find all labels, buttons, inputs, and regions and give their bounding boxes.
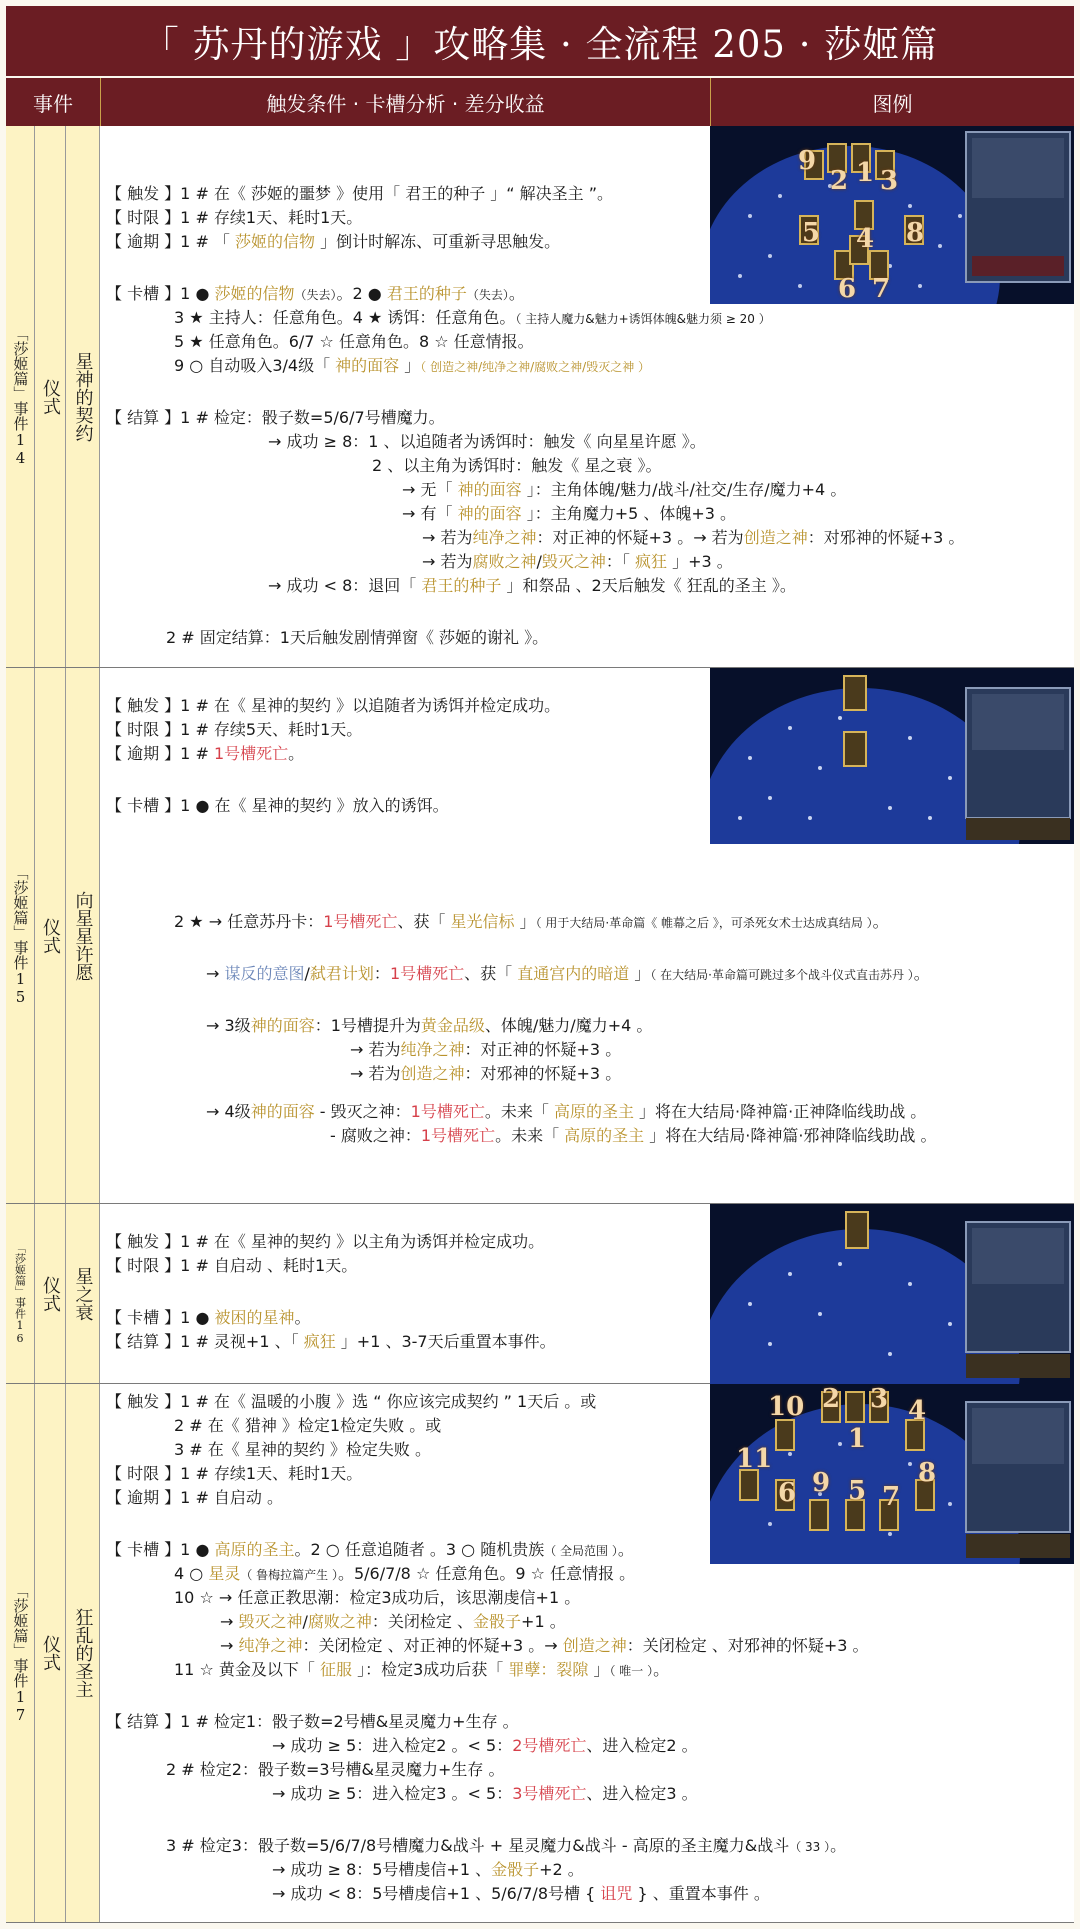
text-segment: ：关闭检定 、对邪神的怀疑+3 。	[626, 1636, 869, 1655]
text-segment: 3 # 在《 星神的契约 》检定失败 。	[174, 1440, 432, 1459]
text-line	[272, 1884, 770, 1904]
event-type-cell	[35, 1204, 66, 1383]
text-segment: → 无「	[402, 480, 458, 499]
event-id-cell	[6, 126, 35, 667]
text-line	[272, 1784, 698, 1804]
text-segment: 神的面容	[250, 1102, 315, 1121]
text-segment: 」	[514, 912, 536, 931]
text-segment: → 若为	[350, 1040, 401, 1059]
text-line	[106, 1332, 556, 1352]
text-segment: 被困的星神	[214, 1308, 295, 1327]
text-segment: 纯净之神	[472, 528, 537, 547]
text-segment: 」+3 。	[667, 552, 733, 571]
event-name: 星之衰	[72, 1266, 94, 1321]
text-line	[174, 1564, 635, 1585]
event-section-17	[6, 1384, 1074, 1923]
text-segment: 直通宫内的暗道	[517, 964, 630, 983]
text-line	[422, 552, 733, 572]
text-line	[272, 1736, 698, 1756]
text-segment: 5 ★ 任意角色。6/7 ☆ 任意角色。8 ☆ 任意情报。	[174, 332, 534, 351]
text-segment: 【 逾期 】1 # 「	[106, 232, 236, 251]
text-segment: 。2 ●	[336, 284, 387, 303]
text-segment: 毁灭之神	[238, 1612, 303, 1631]
text-segment: 高原的圣主	[564, 1126, 645, 1145]
slot-label: 5	[848, 1476, 867, 1506]
text-line	[402, 480, 846, 500]
text-segment: （ 主持人魔力&魅力+诱饵体魄&魅力须 ≥ 20 ）	[515, 312, 771, 326]
slot-label: 4	[908, 1396, 927, 1426]
text-line	[422, 528, 964, 548]
text-segment: +1 。	[521, 1612, 566, 1631]
text-segment: 【 逾期 】1 #	[106, 744, 214, 763]
screenshot-15	[710, 668, 1074, 844]
text-line	[174, 356, 650, 377]
text-segment: 【 触发 】1 # 在《 星神的契约 》以主角为诱饵并检定成功。	[106, 1232, 545, 1251]
slot-label: 11	[736, 1444, 773, 1474]
header-content: 触发条件 · 卡槽分析 · 差分收益	[100, 78, 710, 126]
text-segment: （ 全局范围 ）	[544, 1544, 618, 1558]
text-line	[106, 208, 362, 228]
text-segment: （失去）	[294, 288, 337, 302]
text-segment: 创造之神	[400, 1064, 465, 1083]
text-line	[350, 1040, 621, 1060]
text-segment: } 、重置本事件 。	[632, 1884, 770, 1903]
event-id-cell	[6, 1204, 35, 1383]
slot-label: 10	[768, 1392, 805, 1422]
text-segment: ：对正神的怀疑+3 。→ 若为	[536, 528, 744, 547]
text-segment: 谋反的意图	[224, 964, 305, 983]
text-segment: 疯狂	[635, 552, 668, 571]
text-line	[106, 1392, 596, 1412]
text-segment: 【 卡槽 】1 ●	[106, 284, 215, 303]
text-line	[166, 1760, 505, 1780]
text-segment: 。	[617, 1540, 634, 1559]
text-segment: ：关闭检定 、对正神的怀疑+3 。→	[302, 1636, 563, 1655]
text-line	[174, 1588, 580, 1608]
slot-label: 1	[848, 1424, 867, 1454]
text-segment: 3 # 检定3：骰子数=5/6/7/8号槽魔力&战斗 + 星灵魔力&战斗 - 高原的圣主魔力&战斗	[166, 1836, 790, 1855]
screenshot-14	[710, 126, 1074, 304]
slot-label: 1	[856, 158, 875, 188]
text-segment: 。	[830, 1836, 847, 1855]
event-content	[100, 1384, 1074, 1922]
text-segment: 。	[288, 744, 305, 763]
text-segment: - 腐败之神：	[330, 1126, 421, 1145]
text-segment: 9 ○ 自动吸入3/4级「	[174, 356, 336, 375]
text-segment: 」将在大结局·降神篇·邪神降临线助战 。	[644, 1126, 937, 1145]
text-segment: ：对邪神的怀疑+3 。	[807, 528, 965, 547]
text-line	[106, 232, 560, 252]
text-line	[106, 720, 362, 740]
event-type-cell	[35, 1384, 66, 1922]
text-segment: 创造之神	[562, 1636, 627, 1655]
text-segment: 4 ○	[174, 1564, 209, 1583]
text-segment: ：对正神的怀疑+3 。	[464, 1040, 622, 1059]
text-segment: 。	[913, 964, 930, 983]
text-line	[206, 964, 930, 985]
text-segment: （ 鲁梅拉篇产生 ）	[240, 1568, 338, 1582]
text-segment: 【 结算 】1 # 检定1：骰子数=2号槽&星灵魔力+生存 。	[106, 1712, 519, 1731]
text-segment: 。	[653, 1660, 670, 1679]
text-line	[106, 408, 445, 428]
slot-label: 7	[872, 274, 891, 304]
text-segment: 高原的圣主	[553, 1102, 634, 1121]
text-line	[268, 432, 706, 452]
text-segment: 2 # 检定2：骰子数=3号槽&星灵魔力+生存 。	[166, 1760, 505, 1779]
text-segment: ：	[373, 964, 390, 983]
text-segment: 。5/6/7/8 ☆ 任意角色。9 ☆ 任意情报 。	[337, 1564, 636, 1583]
text-segment: 【 卡槽 】1 ●	[106, 1308, 215, 1327]
text-segment: 」：主角魔力+5 、体魄+3 。	[521, 504, 737, 523]
text-segment: 」将在大结局·降神篇·正神降临线助战 。	[633, 1102, 927, 1121]
text-line	[174, 1416, 441, 1436]
text-segment: → 若为	[422, 552, 473, 571]
text-segment: 」：主角体魄/魅力/战斗/社交/生存/魔力+4 。	[521, 480, 847, 499]
text-line	[372, 456, 661, 476]
text-segment: 2 # 在《 猎神 》检定1检定失败 。或	[174, 1416, 442, 1435]
text-segment: 【 结算 】1 # 灵视+1 、「	[106, 1332, 304, 1351]
text-segment: →	[206, 964, 225, 983]
screenshot-17	[710, 1384, 1074, 1564]
text-segment: 纯净之神	[238, 1636, 303, 1655]
text-segment: → 若为	[350, 1064, 401, 1083]
text-segment: → 4级	[206, 1102, 251, 1121]
text-segment: → 成功 ≥ 8：1 、以追随者为诱饵时：触发《 向星星许愿 》。	[268, 432, 706, 451]
text-segment: 腐败之神	[472, 552, 537, 571]
event-name-cell	[66, 668, 100, 1203]
text-segment: 1号槽死亡	[410, 1102, 485, 1121]
text-line	[174, 1440, 431, 1460]
slot-label: 2	[822, 1384, 841, 1414]
text-segment: 星光信标	[450, 912, 515, 931]
text-segment: 」	[588, 1660, 610, 1679]
text-segment: 黄金品级	[420, 1016, 485, 1035]
text-segment: /	[302, 1612, 308, 1631]
slot-label: 8	[906, 218, 925, 248]
text-line	[106, 184, 613, 204]
text-segment: → 成功 < 8：5号槽虔信+1 、5/6/7/8号槽 {	[272, 1884, 601, 1903]
text-segment: - 毁灭之神：	[314, 1102, 411, 1121]
text-segment: ：「	[605, 552, 636, 571]
text-line	[206, 1102, 926, 1122]
header-image: 图例	[710, 78, 1074, 126]
star-map-image	[710, 126, 1074, 304]
text-segment: →	[220, 1636, 239, 1655]
text-segment: 。未来「	[495, 1126, 565, 1145]
text-segment: → 成功 < 8：退回「	[268, 576, 422, 595]
text-segment: /	[536, 552, 542, 571]
screenshot-16	[710, 1204, 1074, 1384]
star-map-image	[710, 1204, 1074, 1384]
slot-label: 8	[918, 1458, 937, 1488]
text-segment: 【 触发 】1 # 在《 莎姬的噩梦 》使用「 君王的种子 」“ 解决圣主 ”。	[106, 184, 614, 203]
text-segment: 」和祭品 、2天后触发《 狂乱的圣主 》。	[501, 576, 796, 595]
text-segment: 」+1 、3-7天后重置本事件。	[335, 1332, 556, 1351]
event-id: 「莎姬篇」事件17	[11, 1582, 30, 1724]
text-segment: 、体魄/魅力/魔力+4 。	[484, 1016, 653, 1035]
text-segment: 君王的种子	[386, 284, 467, 303]
text-line	[106, 1308, 311, 1328]
text-segment: → 3级	[206, 1016, 251, 1035]
event-name-cell	[66, 126, 100, 667]
text-line	[330, 1126, 937, 1146]
text-segment: 【 触发 】1 # 在《 温暖的小腹 》选 “ 你应该完成契约 ” 1天后 。或	[106, 1392, 597, 1411]
event-content	[100, 1204, 1074, 1383]
text-segment: 神的面容	[335, 356, 400, 375]
text-line	[106, 284, 525, 305]
text-segment: 、进入检定2 。	[586, 1736, 698, 1755]
text-line	[106, 1232, 544, 1252]
text-segment: 。未来「	[484, 1102, 554, 1121]
text-line	[206, 1016, 652, 1036]
page-title: 「 苏丹的游戏 」攻略集 · 全流程 205 · 莎姬篇	[6, 6, 1074, 76]
event-name: 狂乱的圣主	[72, 1608, 94, 1698]
text-line	[174, 332, 534, 352]
text-line	[106, 1540, 634, 1561]
event-type: 仪式	[40, 917, 61, 954]
event-section-15	[6, 668, 1074, 1204]
text-segment: 征服	[319, 1660, 352, 1679]
event-type-cell	[35, 126, 66, 667]
text-segment: 2号槽死亡	[512, 1736, 587, 1755]
text-segment: ：对邪神的怀疑+3 。	[464, 1064, 622, 1083]
event-name-cell	[66, 1204, 100, 1383]
text-line	[106, 1464, 362, 1484]
text-segment: 毁灭之神	[541, 552, 606, 571]
text-line	[268, 576, 796, 596]
text-segment: （ 用于大结局·革命篇《 帷幕之后 》，可杀死女术士达成真结局 ）	[535, 916, 873, 930]
text-line	[402, 504, 736, 524]
slot-label: 4	[856, 224, 875, 254]
text-segment: 11 ☆ 黄金及以下「	[174, 1660, 320, 1679]
text-segment: 【 卡槽 】1 ● 在《 星神的契约 》放入的诱饵。	[106, 796, 449, 815]
text-segment: 」倒计时解冻、可重新寻思触发。	[315, 232, 561, 251]
event-content	[100, 668, 1074, 1203]
text-segment: 疯狂	[303, 1332, 336, 1351]
star-map-image	[710, 668, 1074, 844]
text-segment: → 成功 ≥ 8：5号槽虔信+1 、	[272, 1860, 492, 1879]
text-segment: 1号槽死亡	[323, 912, 398, 931]
text-segment: 2 # 固定结算：1天后触发剧情弹窗《 莎姬的谢礼 》。	[166, 628, 549, 647]
text-segment: /	[304, 964, 310, 983]
text-line	[106, 1256, 357, 1276]
header-event: 事件	[33, 91, 73, 116]
text-segment: ：1号槽提升为	[314, 1016, 421, 1035]
text-segment: 」：检定3成功后获「	[351, 1660, 509, 1679]
text-segment: 。	[508, 284, 525, 303]
text-segment: 神的面容	[250, 1016, 315, 1035]
text-segment: （失去）	[466, 288, 509, 302]
text-segment: 莎姬的信物	[214, 284, 295, 303]
event-section-16	[6, 1204, 1074, 1384]
event-id: 「莎姬篇」事件16	[13, 1242, 27, 1345]
text-segment: 星灵	[208, 1564, 241, 1583]
event-name: 向星星许愿	[72, 890, 94, 981]
text-line	[350, 1064, 621, 1084]
text-segment: 【 逾期 】1 # 自启动 。	[106, 1488, 284, 1507]
text-segment: → 若为	[422, 528, 473, 547]
text-segment: ：关闭检定 、	[371, 1612, 474, 1631]
text-segment: 3号槽死亡	[512, 1784, 587, 1803]
slot-label: 3	[870, 1384, 889, 1414]
text-segment: （ 创造之神/纯净之神/腐败之神/毁灭之神 ）	[420, 360, 651, 374]
text-segment: 金骰子	[473, 1612, 522, 1631]
text-segment: 1号槽死亡	[420, 1126, 496, 1145]
text-segment: 」	[399, 356, 421, 375]
text-segment: 、获「	[464, 964, 518, 983]
text-line	[174, 1660, 669, 1681]
text-segment: 创造之神	[743, 528, 808, 547]
event-content	[100, 126, 1074, 667]
event-name: 星神的契约	[72, 351, 94, 442]
slot-label: 9	[798, 146, 817, 176]
text-segment: 2 ★ → 任意苏丹卡：	[174, 912, 324, 931]
text-segment: 10 ☆ → 任意正教思潮：检定3成功后，该思潮虔信+1 。	[174, 1588, 581, 1607]
text-segment: → 成功 ≥ 5：进入检定2 。< 5：	[272, 1736, 513, 1755]
event-type: 仪式	[40, 378, 61, 415]
text-segment: 2 、以主角为诱饵时：触发《 星之衰 》。	[372, 456, 662, 475]
text-segment: （ 唯一 ）	[609, 1664, 654, 1678]
text-segment: 【 时限 】1 # 存续1天、耗时1天。	[106, 1464, 363, 1483]
event-name-cell	[66, 1384, 100, 1922]
text-segment: 诅咒	[600, 1884, 633, 1903]
text-line	[174, 308, 771, 329]
slot-label: 7	[882, 1482, 901, 1512]
text-line	[106, 1712, 519, 1732]
text-segment: （ 在大结局·革命篇可跳过多个战斗仪式直击苏丹 ）	[650, 968, 914, 982]
slot-label: 3	[880, 166, 899, 196]
text-segment: 弑君计划	[309, 964, 374, 983]
text-segment: 1号槽死亡	[213, 744, 289, 763]
text-segment: →	[220, 1612, 239, 1631]
text-line	[106, 796, 449, 816]
text-segment: 莎姬的信物	[235, 232, 316, 251]
slot-label: 6	[838, 274, 857, 304]
text-segment: 。	[872, 912, 889, 931]
text-segment: 神的面容	[457, 480, 522, 499]
text-segment: 3 ★ 主持人：任意角色。4 ★ 诱饵：任意角色。	[174, 308, 516, 327]
text-segment: 罪孽：裂隙	[508, 1660, 589, 1679]
event-type: 仪式	[40, 1635, 61, 1671]
slot-label: 2	[830, 166, 849, 196]
text-segment: （ 33 ）	[789, 1840, 831, 1854]
text-segment: 1号槽死亡	[389, 964, 465, 983]
star-map-image	[710, 1384, 1074, 1564]
text-line	[174, 912, 889, 933]
text-line	[106, 744, 304, 764]
text-segment: 【 时限 】1 # 存续1天、耗时1天。	[106, 208, 363, 227]
text-segment: 、获「	[397, 912, 451, 931]
text-segment: 神的面容	[457, 504, 522, 523]
event-type: 仪式	[40, 1275, 61, 1312]
text-line	[106, 696, 560, 716]
text-line	[272, 1860, 584, 1880]
text-segment: 。	[294, 1308, 311, 1327]
text-segment: 【 结算 】1 # 检定：骰子数=5/6/7号槽魔力。	[106, 408, 445, 427]
text-segment: 高原的圣主	[214, 1540, 295, 1559]
text-segment: 君王的种子	[421, 576, 502, 595]
text-line	[220, 1636, 869, 1656]
text-segment: 【 时限 】1 # 存续5天、耗时1天。	[106, 720, 363, 739]
text-segment: 金骰子	[491, 1860, 540, 1879]
text-segment: → 成功 ≥ 5：进入检定3 。< 5：	[272, 1784, 513, 1803]
event-section-14	[6, 126, 1074, 668]
text-segment: 、进入检定3 。	[586, 1784, 698, 1803]
table-header	[6, 78, 1074, 126]
text-segment: 腐败之神	[307, 1612, 372, 1631]
slot-label: 6	[778, 1478, 797, 1508]
text-segment: → 有「	[402, 504, 458, 523]
event-id-cell	[6, 668, 35, 1203]
text-line	[220, 1612, 566, 1632]
event-id: 「莎姬篇」事件15	[11, 865, 30, 1006]
text-segment: 」	[629, 964, 651, 983]
event-id: 「莎姬篇」事件14	[11, 326, 30, 467]
text-segment: 【 卡槽 】1 ●	[106, 1540, 215, 1559]
slot-label: 5	[802, 218, 821, 248]
event-id-cell	[6, 1384, 35, 1922]
text-line	[166, 628, 548, 648]
text-line	[106, 1488, 283, 1508]
text-segment: 。2 ○ 任意追随者 。3 ○ 随机贵族	[294, 1540, 545, 1559]
slot-label: 9	[812, 1468, 831, 1498]
text-segment: 【 触发 】1 # 在《 星神的契约 》以追随者为诱饵并检定成功。	[106, 696, 561, 715]
text-segment: +2 。	[539, 1860, 584, 1879]
text-segment: 【 时限 】1 # 自启动 、耗时1天。	[106, 1256, 358, 1275]
text-segment: 纯净之神	[400, 1040, 465, 1059]
event-type-cell	[35, 668, 66, 1203]
text-line	[166, 1836, 846, 1857]
